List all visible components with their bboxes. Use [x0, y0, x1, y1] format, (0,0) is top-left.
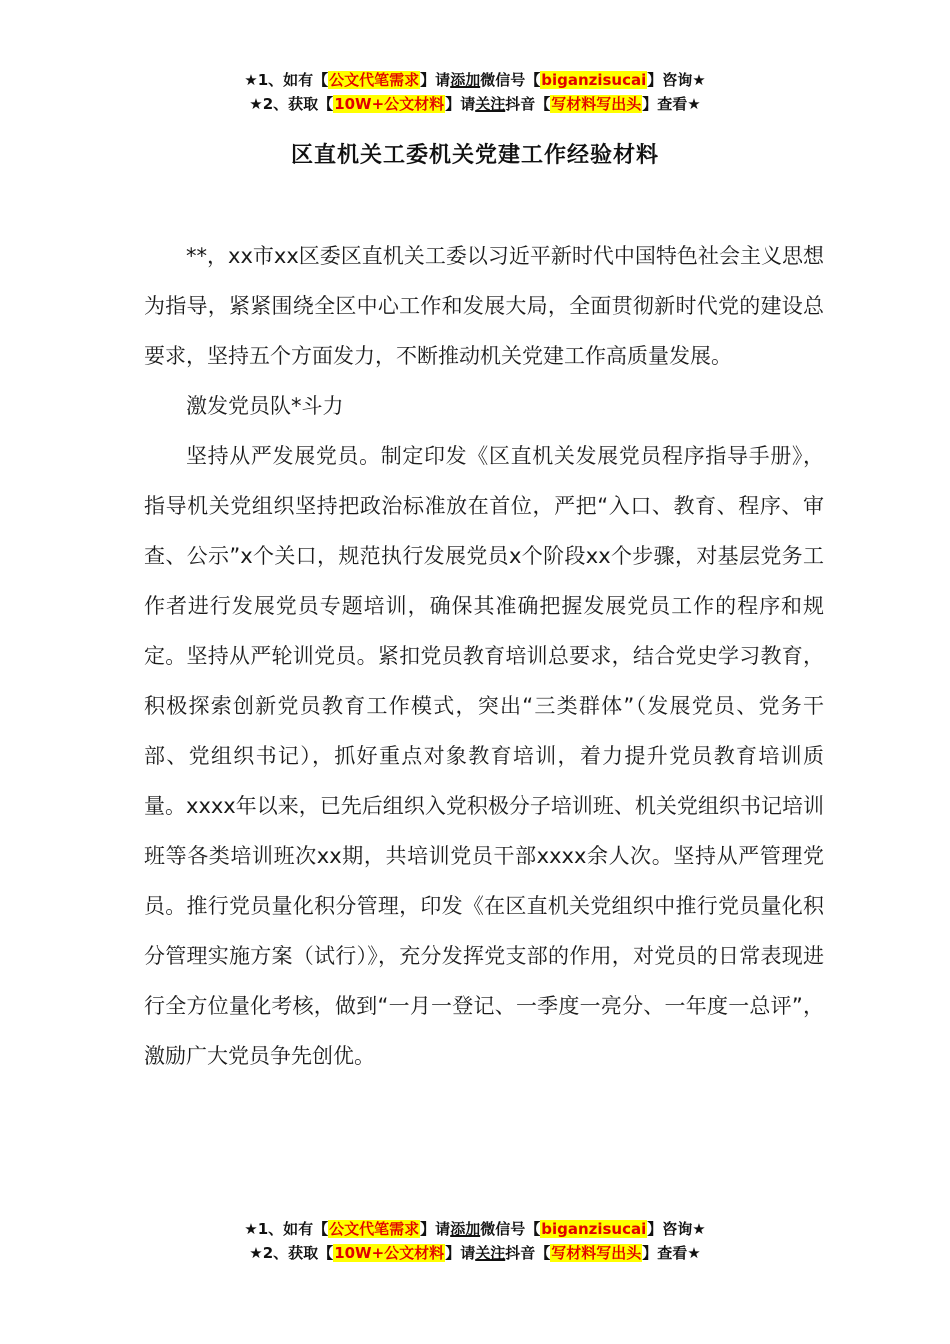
promo-text: ★2、获取【 [249, 1244, 334, 1262]
promo-text: 】咨询★ [647, 71, 706, 89]
paragraph-intro: **，xx市xx区委区直机关工委以习近平新时代中国特色社会主义思想为指导，紧紧围绕全区中心工作和发展大局，全面贯彻新时代党的建设总要求，坚持五个方面发力，不断推动机关党建工作高质量发展。 [144, 244, 824, 368]
promo-text: 微信号【 [480, 71, 541, 89]
promo-text: 抖音【 [505, 95, 551, 113]
promo-line-1 [0, 1217, 950, 1241]
promo-text: 】请 [420, 71, 451, 89]
douyin-account: 写材料写出头 [551, 1244, 642, 1262]
promo-text: ★1、如有【 [244, 1220, 329, 1238]
promo-text: 】请 [445, 1244, 476, 1262]
wechat-id: biganzisucai [541, 1220, 647, 1238]
promo-text: 】咨询★ [647, 1220, 706, 1238]
promo-emphasis: 关注 [475, 1244, 506, 1262]
promo-text: 微信号【 [480, 1220, 541, 1238]
promo-highlight: 公文代笔需求 [329, 1220, 420, 1238]
wechat-id: biganzisucai [541, 71, 647, 89]
document-title: 区直机关工委机关党建工作经验材料 [290, 143, 659, 168]
douyin-account: 写材料写出头 [551, 95, 642, 113]
promo-text: 】查看★ [642, 1244, 701, 1262]
promo-text: ★2、获取【 [249, 95, 334, 113]
promo-line-2 [0, 92, 950, 116]
promo-emphasis: 添加 [450, 1220, 481, 1238]
promo-text: 】请 [420, 1220, 451, 1238]
promo-text: 】请 [445, 95, 476, 113]
document-body [144, 231, 824, 1081]
paragraph-body: 坚持从严发展党员。制定印发《区直机关发展党员程序指导手册》，指导机关党组织坚持把政治标准放在首位，严把“入口、教育、程序、审查、公示”x个关口，规范执行发展党员x个阶段xx个步骤，对基层党务工作者进行发展党员专题培训，确保其准确把握发展党员工作的程序和规定。坚持从严轮训党员。紧扣党员教育培训总要求，结合党史学习教育，积极探索创新党员教育工作模式，突出“三类群体”（发展党员、党务干部、党组织书记），抓好重点对象教育培训，着力提升党员教育培训质量。xxxx年以来，已先后组织入党积极分子培训班、机关党组织书记培训班等各类培训班次xx期，共培训党员干部xxxx余人次。坚持从严管理党员。推行党员量化积分管理，印发《在区直机关党组织中推行党员量化积分管理实施方案（试行）》，充分发挥党支部的作用，对党员的日常表现进行全方位量化考核，做到“一月一登记、一季度一亮分、一年度一总评”，激励广大党员争先创优。 [144, 444, 824, 1068]
promo-emphasis: 关注 [475, 95, 506, 113]
promo-emphasis: 添加 [450, 71, 481, 89]
promo-text: ★1、如有【 [244, 71, 329, 89]
promo-line-2 [0, 1241, 950, 1265]
section-heading: 激发党员队*斗力 [186, 394, 344, 418]
promo-line-1 [0, 68, 950, 92]
promo-banner-top [0, 68, 950, 116]
promo-text: 抖音【 [505, 1244, 551, 1262]
promo-highlight: 10W+公文材料 [334, 95, 445, 113]
promo-highlight: 10W+公文材料 [334, 1244, 445, 1262]
promo-text: 】查看★ [642, 95, 701, 113]
promo-banner-bottom [0, 1217, 950, 1265]
promo-highlight: 公文代笔需求 [329, 71, 420, 89]
